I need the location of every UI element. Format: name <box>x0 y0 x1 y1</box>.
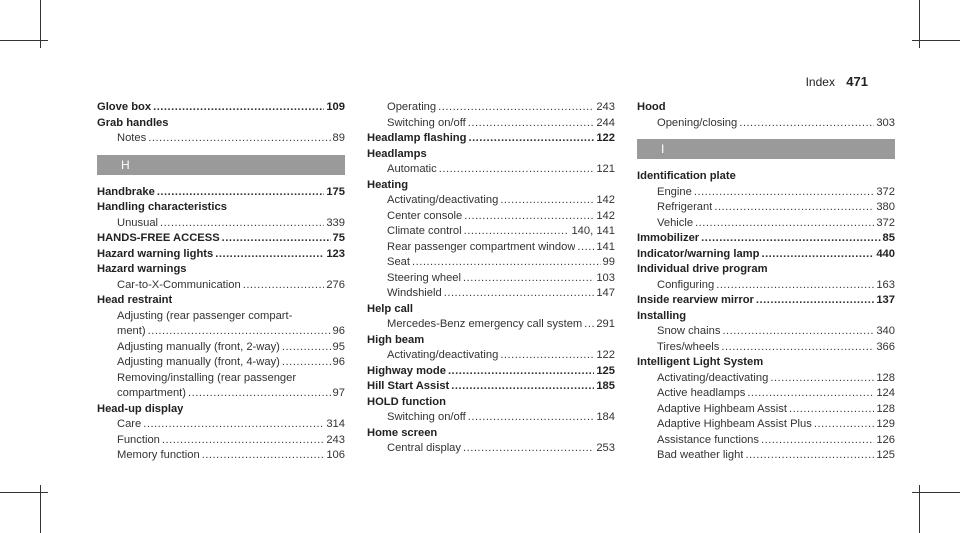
keyword-text: Home screen <box>367 426 438 439</box>
keyword-text: Installing <box>637 309 687 322</box>
subentry-text: Climate control <box>387 225 462 237</box>
index-keyword <box>637 293 895 309</box>
index-subentry-text: Adjusting (rear passenger compart- <box>117 309 293 322</box>
keyword-text: Head restraint <box>97 294 173 306</box>
index-subentry <box>637 278 895 294</box>
leader-dots <box>202 448 325 464</box>
leader-dots <box>215 247 324 263</box>
subentry-text: Assistance functions <box>657 433 759 446</box>
index-subentry <box>637 448 895 464</box>
index-subentry <box>367 441 615 457</box>
subentry-text: Active headlamps <box>657 387 746 399</box>
index-subentry <box>97 340 345 356</box>
page-reference: 99 <box>602 256 615 268</box>
page-reference: 147 <box>596 287 615 299</box>
page-reference: 184 <box>596 411 615 423</box>
index-column-1 <box>97 100 345 464</box>
leader-dots <box>701 231 880 247</box>
subentry-text: Mercedes-Benz emergency call system <box>387 318 583 330</box>
leader-dots <box>756 293 874 309</box>
page-reference: 103 <box>596 271 615 284</box>
page-reference: 141 <box>596 240 615 253</box>
index-keyword <box>367 395 615 411</box>
page-reference: 125 <box>596 364 615 377</box>
crop-mark <box>0 492 48 493</box>
leader-dots <box>439 162 595 178</box>
index-keyword <box>637 231 895 247</box>
subentry-text: Tires/wheels <box>657 340 720 353</box>
leader-dots <box>695 216 874 232</box>
subentry-text: Care <box>117 418 142 430</box>
leader-dots <box>770 371 874 387</box>
leader-dots <box>451 379 594 395</box>
index-keyword <box>367 379 615 395</box>
index-subentry <box>367 209 615 225</box>
keyword-text: Headlamps <box>367 147 427 160</box>
subentry-text: Snow chains <box>657 325 721 337</box>
page-reference: 291 <box>596 318 615 330</box>
keyword-text: Help call <box>367 302 414 315</box>
page-reference: 121 <box>596 163 615 175</box>
subentry-text: Switching on/off <box>387 116 466 129</box>
leader-dots <box>148 324 331 340</box>
page-reference: 276 <box>326 278 345 291</box>
leader-dots <box>160 216 324 232</box>
page-reference: 128 <box>876 371 895 384</box>
crop-mark <box>0 40 48 41</box>
page-reference: 244 <box>596 116 615 129</box>
leader-dots <box>463 441 594 457</box>
subentry-text: Automatic <box>387 163 437 175</box>
subentry-text: Bad weather light <box>657 449 744 461</box>
index-subentry <box>97 278 345 294</box>
index-subentry <box>637 185 895 201</box>
page-reference: 122 <box>596 349 615 361</box>
index-keyword <box>97 116 345 132</box>
page-reference: 128 <box>876 402 895 415</box>
index-keyword <box>637 100 895 116</box>
subentry-text: Central display <box>387 442 461 454</box>
leader-dots <box>464 224 570 240</box>
page-reference: 243 <box>326 433 345 446</box>
index-keyword <box>97 293 345 309</box>
index-subentry <box>367 271 615 287</box>
subentry-text: Windshield <box>387 287 442 299</box>
crop-mark <box>912 492 960 493</box>
keyword-text: Indicator/warning lamp <box>637 247 760 260</box>
keyword-text: Head-up display <box>97 402 184 415</box>
page-reference: 123 <box>326 247 345 260</box>
subentry-text: Adjusting manually (front, 4-way) <box>117 356 280 368</box>
subentry-text: Activating/deactivating <box>387 194 499 206</box>
index-column-3 <box>637 100 895 464</box>
index-keyword <box>97 402 345 418</box>
index-keyword <box>367 426 615 442</box>
leader-dots <box>448 364 594 380</box>
leader-dots <box>412 255 601 271</box>
leader-dots <box>463 271 594 287</box>
keyword-text: Highway mode <box>367 364 446 377</box>
page-reference: 140, 141 <box>571 225 615 237</box>
leader-dots <box>694 185 874 201</box>
page-reference: 122 <box>596 132 615 144</box>
page-reference: 253 <box>596 442 615 454</box>
page-reference: 185 <box>596 380 615 392</box>
leader-dots <box>468 116 595 132</box>
keyword-text: Hazard warnings <box>97 263 187 275</box>
keyword-text: Heating <box>367 178 409 191</box>
index-letter-header: I <box>637 139 895 159</box>
leader-dots <box>789 402 874 418</box>
index-keyword <box>97 200 345 216</box>
keyword-text: Immobilizer <box>637 232 700 244</box>
index-keyword <box>637 247 895 263</box>
index-subentry <box>97 448 345 464</box>
page-header <box>806 74 868 89</box>
subentry-text: Activating/deactivating <box>387 349 499 361</box>
page-reference: 380 <box>876 201 895 213</box>
page-number: 471 <box>846 74 868 89</box>
index-subentry <box>637 402 895 418</box>
keyword-text: Headlamp flashing <box>367 132 467 144</box>
keyword-text: Identification plate <box>637 170 736 182</box>
page-reference: 142 <box>596 194 615 206</box>
page-reference: 366 <box>876 340 895 353</box>
leader-dots <box>243 278 325 294</box>
index-subentry <box>367 224 615 240</box>
subentry-text: Configuring <box>657 278 715 291</box>
index-subentry <box>97 355 345 371</box>
page-reference: 314 <box>326 418 345 430</box>
subentry-text: Adaptive Highbeam Assist Plus <box>657 418 812 430</box>
index-subentry <box>637 216 895 232</box>
leader-dots <box>148 131 330 147</box>
page-reference: 109 <box>326 101 345 113</box>
subentry-text: Unusual <box>117 216 159 229</box>
index-keyword <box>637 309 895 325</box>
index-keyword <box>97 262 345 278</box>
leader-dots <box>739 116 874 132</box>
leader-dots <box>814 417 874 433</box>
subentry-text: Steering wheel <box>387 271 462 284</box>
page-reference: 303 <box>876 116 895 129</box>
page-reference: 126 <box>876 433 895 446</box>
index-keyword <box>367 364 615 380</box>
index-subentry <box>367 317 615 333</box>
leader-dots <box>500 193 594 209</box>
subentry-text: Memory function <box>117 449 200 461</box>
index-subentry <box>97 417 345 433</box>
subentry-text: Opening/closing <box>657 116 738 129</box>
keyword-text: Individual drive program <box>637 263 768 275</box>
keyword-text: Handling characteristics <box>97 201 227 213</box>
leader-dots <box>721 340 874 356</box>
keyword-text: Hill Start Assist <box>367 380 450 392</box>
page-reference: 340 <box>876 325 895 337</box>
page-reference: 89 <box>332 132 345 144</box>
index-keyword <box>367 302 615 318</box>
subentry-text: Car-to-X-Communication <box>117 278 241 291</box>
index-column-2 <box>367 100 615 457</box>
index-keyword <box>367 333 615 349</box>
page-reference: 175 <box>326 185 345 198</box>
leader-dots <box>162 433 324 449</box>
leader-dots <box>577 240 594 256</box>
leader-dots <box>157 185 325 201</box>
keyword-text: Hazard warning lights <box>97 247 214 260</box>
page-reference: 124 <box>876 387 895 399</box>
index-keyword <box>97 185 345 201</box>
leader-dots <box>747 386 874 402</box>
leader-dots <box>500 348 594 364</box>
page-reference: 339 <box>326 216 345 229</box>
subentry-text: Vehicle <box>657 216 694 229</box>
leader-dots <box>282 340 331 356</box>
leader-dots <box>714 200 874 216</box>
index-subentry <box>367 255 615 271</box>
subentry-text: Adjusting manually (front, 2-way) <box>117 340 280 353</box>
page-reference: 97 <box>332 387 345 399</box>
index-keyword <box>637 169 895 185</box>
subentry-text: Switching on/off <box>387 411 466 423</box>
subentry-text: Rear passenger compartment window <box>387 240 576 253</box>
page-reference: 440 <box>876 247 895 260</box>
index-subentry <box>367 193 615 209</box>
keyword-text: Grab handles <box>97 116 169 129</box>
keyword-text: Hood <box>637 101 666 113</box>
leader-dots <box>444 286 595 302</box>
page-reference: 243 <box>596 101 615 113</box>
index-subentry <box>367 410 615 426</box>
page-reference: 95 <box>332 340 345 353</box>
index-subentry <box>97 433 345 449</box>
index-subentry <box>637 386 895 402</box>
keyword-text: Handbrake <box>97 185 155 198</box>
subentry-text: Function <box>117 433 160 446</box>
subentry-text: Adaptive Highbeam Assist <box>657 402 787 415</box>
leader-dots <box>584 317 594 333</box>
page-reference: 372 <box>876 216 895 229</box>
page-reference: 129 <box>876 418 895 430</box>
index-subentry <box>637 417 895 433</box>
leader-dots <box>716 278 874 294</box>
page-reference: 372 <box>876 185 895 198</box>
page-reference: 163 <box>876 278 895 291</box>
page-reference: 75 <box>332 232 345 244</box>
keyword-text: Intelligent Light System <box>637 356 764 368</box>
index-keyword <box>637 355 895 371</box>
index-letter-header: H <box>97 155 345 175</box>
subentry-text: ment) <box>117 325 146 337</box>
leader-dots <box>761 247 874 263</box>
page-reference: 106 <box>326 449 345 461</box>
index-subentry-text: Removing/installing (rear passenger <box>117 371 297 384</box>
subentry-text: Activating/deactivating <box>657 371 769 384</box>
page-reference: 85 <box>882 232 895 244</box>
leader-dots <box>282 355 331 371</box>
index-subentry <box>637 340 895 356</box>
crop-mark <box>912 40 960 41</box>
header-label: Index <box>805 75 835 89</box>
page-reference: 96 <box>332 356 345 368</box>
leader-dots <box>143 417 324 433</box>
leader-dots <box>438 100 594 116</box>
index-keyword <box>367 147 615 163</box>
leader-dots <box>468 410 595 426</box>
page-reference: 125 <box>876 449 895 461</box>
subentry-text: Operating <box>387 101 437 113</box>
index-subentry <box>97 386 345 402</box>
index-keyword <box>97 231 345 247</box>
index-subentry <box>97 216 345 232</box>
subentry-text: compartment) <box>117 387 187 399</box>
leader-dots <box>188 386 331 402</box>
index-subentry <box>637 324 895 340</box>
index-subentry <box>367 100 615 116</box>
index-keyword <box>367 178 615 194</box>
leader-dots <box>468 131 594 147</box>
leader-dots <box>153 100 324 116</box>
index-subentry <box>367 162 615 178</box>
leader-dots <box>722 324 874 340</box>
index-keyword <box>637 262 895 278</box>
page-reference: 96 <box>332 325 345 337</box>
subentry-text: Engine <box>657 185 692 198</box>
index-keyword <box>367 131 615 147</box>
index-subentry <box>367 348 615 364</box>
index-keyword <box>97 100 345 116</box>
leader-dots <box>745 448 874 464</box>
keyword-text: Inside rearview mirror <box>637 294 754 306</box>
page-reference: 142 <box>596 209 615 222</box>
subentry-text: Seat <box>387 256 411 268</box>
index-subentry <box>367 116 615 132</box>
leader-dots <box>761 433 874 449</box>
keyword-text: HOLD function <box>367 395 446 408</box>
index-subentry <box>367 286 615 302</box>
index-subentry <box>637 116 895 132</box>
index-subentry <box>637 433 895 449</box>
keyword-text: HANDS-FREE ACCESS <box>97 232 220 244</box>
subentry-text: Center console <box>387 209 463 222</box>
index-subentry <box>637 371 895 387</box>
index-subentry <box>637 200 895 216</box>
leader-dots <box>222 231 331 247</box>
leader-dots <box>464 209 594 225</box>
index-subentry <box>367 240 615 256</box>
subentry-text: Refrigerant <box>657 201 713 213</box>
keyword-text: Glove box <box>97 101 152 113</box>
keyword-text: High beam <box>367 333 425 346</box>
page-reference: 137 <box>876 294 895 306</box>
index-keyword <box>97 247 345 263</box>
index-subentry <box>97 324 345 340</box>
subentry-text: Notes <box>117 132 147 144</box>
index-subentry <box>97 131 345 147</box>
